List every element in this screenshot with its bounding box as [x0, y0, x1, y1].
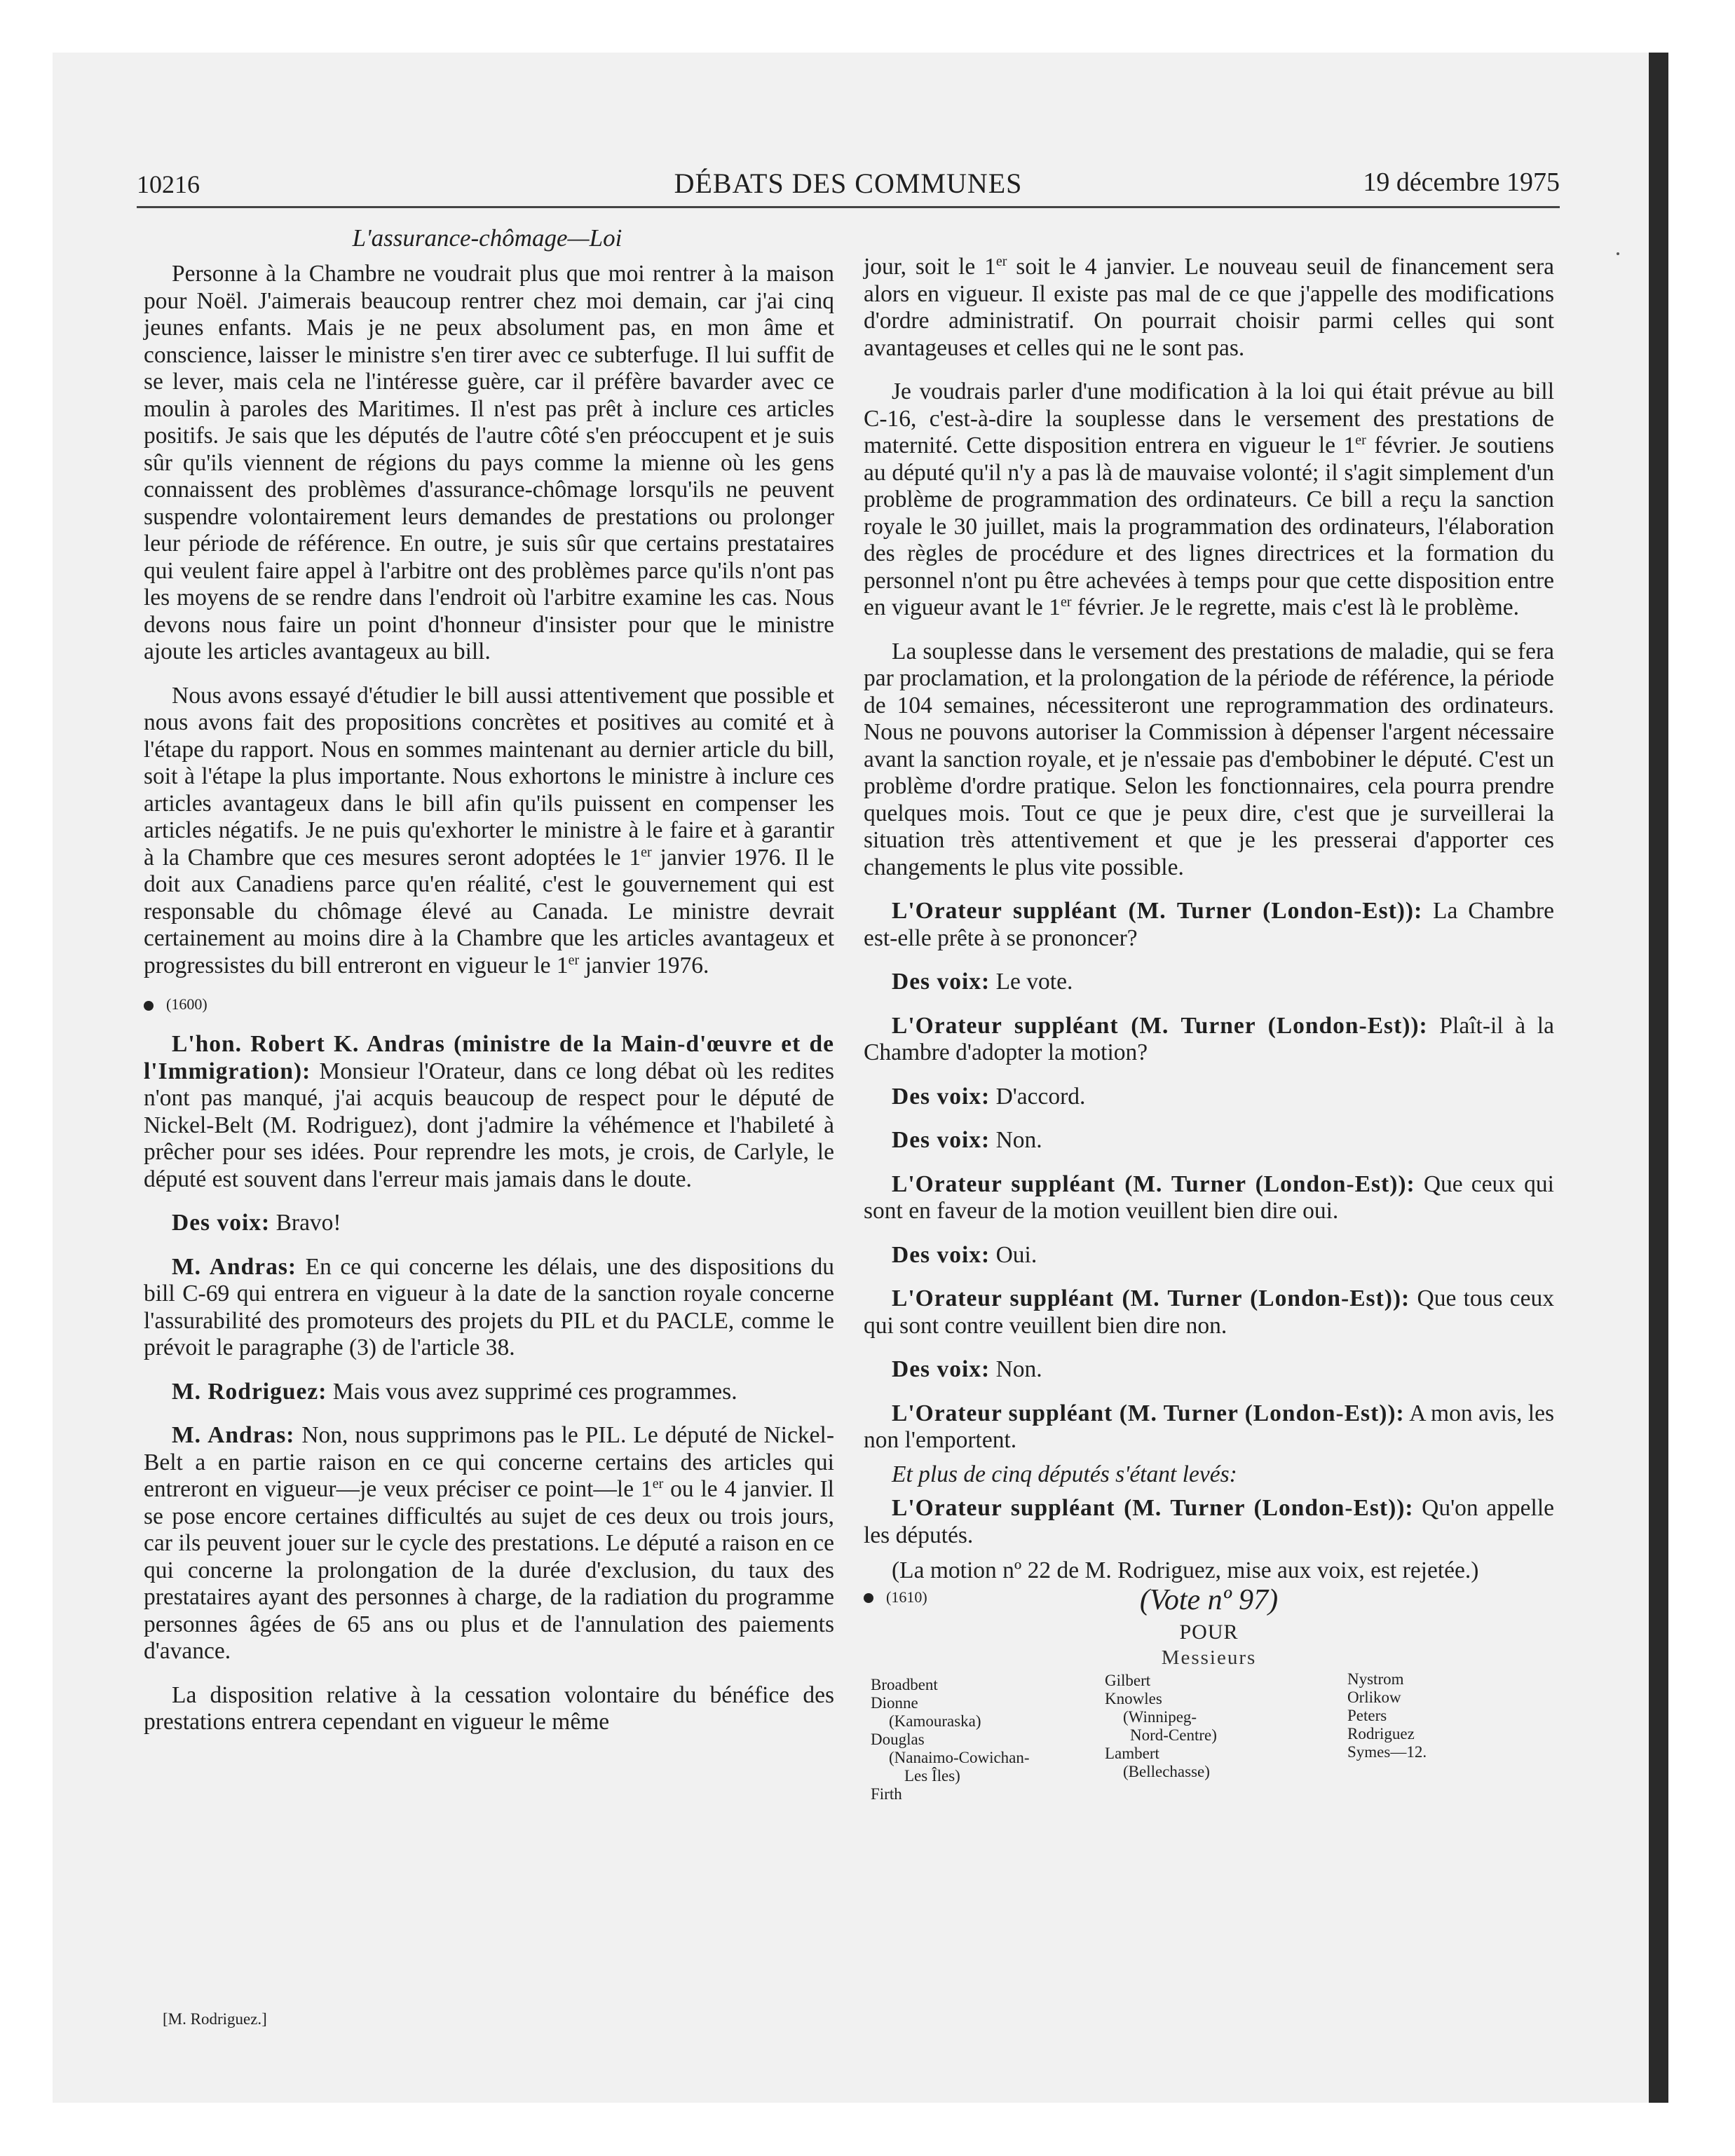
speech: M. Andras: Non, nous supprimons pas le PIL. Le député de Nickel-Belt a en partie raison en ce qui concerne certains des articles qui entreront en vigueur—je veux préciser ce point—le 1er ou le 4 janvier. Il se pose encore certaines difficultés au sujet de ces deux ou trois jours, car ils peuvent jouer sur le cycle des prestations. Le député a raison en ce qui concerne la prolongation de la durée d'exclusion, du taux des prestataires ayant des personnes à charge, de la radiation du programme personnes âgées de 65 ans ou plus et de l'annulation des paiements d'avance. — [144, 1422, 834, 1664]
paragraph: Nous avons essayé d'étudier le bill aussi attentivement que possible et nous avons fait des propositions concrètes et positives au comité et à l'étape du rapport. Nous en sommes maintenant au dernier article du bill, soit à l'étape la plus importante. Nous exhortons le ministre à inclure ces articles avantageux dans le bill afin qu'ils puissent en compenser les articles négatifs. Je ne puis qu'exhorter le ministre à le faire et à garantir à la Chambre que ces mesures seront adoptées le 1er janvier 1976. Il le doit aux Canadiens parce qu'en réalité, c'est le gouvernement qui est responsable du chômage élevé au Canada. Le ministre devrait certainement au moins dire à la Chambre que les articles avantageux et progressistes du bill entreront en vigueur le 1er janvier 1976. — [144, 682, 834, 978]
speech: L'Orateur suppléant (M. Turner (London-Est)): Que tous ceux qui sont contre veuillent bien dire non. — [864, 1285, 1554, 1339]
member-name: Peters — [1347, 1706, 1387, 1724]
speech: L'hon. Robert K. Andras (ministre de la Main-d'œuvre et de l'Immigration): Monsieur l'Orateur, dans ce long débat où les redites n'ont pas manqué, j'ai acquis beaucoup de respect pour le député de Nickel-Belt (M. Rodriguez), dont j'admire la véhémence et l'habileté à prêcher pour ses idées. Pour reprendre les mots, je crois, de Carlyle, le député est souvent dans l'erreur mais jamais dans le doute. — [144, 1031, 834, 1192]
stage-direction: Et plus de cinq députés s'étant levés: — [892, 1461, 1237, 1487]
scan-edge-bar — [1649, 53, 1668, 2103]
speech: L'Orateur suppléant (M. Turner (London-Est)): A mon avis, les non l'emportent. — [864, 1400, 1554, 1453]
time-marker: (1610) — [864, 1589, 1554, 1606]
member-name: Nystrom — [1347, 1670, 1404, 1688]
scan-speck — [1617, 252, 1619, 255]
speech: L'Orateur suppléant (M. Turner (London-Est)): Qu'on appelle les députés. — [864, 1495, 1555, 1548]
speaker-name: L'Orateur suppléant (M. Turner (London-Est)): — [892, 1285, 1410, 1311]
speaker-name: L'Orateur suppléant (M. Turner (London-Est)): — [892, 1171, 1415, 1197]
speech: L'Orateur suppléant (M. Turner (London-Est)): La Chambre est-elle prête à se prononcer? — [864, 898, 1554, 951]
publication-date: 19 décembre 1975 — [1363, 168, 1560, 197]
member-riding: (Nanaimo-Cowichan- — [889, 1748, 1030, 1766]
paragraph: Personne à la Chambre ne voudrait plus que moi rentrer à la maison pour Noël. J'aimerais beaucoup rentrer chez moi demain, car j'ai cinq jeunes enfants. Mais je ne peux absolument pas, en mon âme et conscience, laisser le ministre s'en tirer avec ce subterfuge. Il lui suffit de se lever, mais cela ne l'intéresse guère, car il préfère bavarder avec ce moulin à paroles des Maritimes. Il n'est pas prêt à inclure ces articles positifs. Je sais que les députés de l'autre côté s'en préoccupent et je suis sûr qu'ils viennent de régions du pays comme la mienne où les gens connaissent des problèmes d'assurance-chômage lorsqu'ils ne peuvent suspendre volontairement leurs demandes de prestations ou prolonger leur période de référence. En outre, je suis sûr que certains prestataires qui veulent faire appel à l'arbitre ont des problèmes parce qu'ils n'ont pas les moyens de se rendre dans l'endroit où l'arbitre examine les cas. Nous devons nous faire un point d'honneur d'insister pour que le ministre ajoute les articles avantageux au bill. — [144, 261, 834, 664]
names-column-1 — [871, 1676, 1030, 1803]
member-name: Lambert — [1105, 1744, 1159, 1762]
speech: Des voix: Non. — [892, 1356, 1042, 1382]
page-header — [137, 167, 1560, 208]
paragraph: Je voudrais parler d'une modification à la loi qui était prévue au bill C-16, c'est-à-dire la souplesse dans le versement des prestations de maternité. Cette disposition entrera en vigueur le 1er février. Je soutiens au député qu'il n'y a pas là de mauvaise volonté; il s'agit simplement d'un problème de programmation des ordinateurs. Ce bill a reçu la sanction royale le 30 juillet, mais la programmation des ordinateurs, l'élaboration des règles de procédure et des lignes directrices et la formation du personnel n'ont pu être achevées à temps pour que cette disposition entre en vigueur avant le 1er février. Je le regrette, mais c'est là le problème. — [864, 378, 1554, 620]
motion-result: (La motion nº 22 de M. Rodriguez, mise aux voix, est rejetée.) — [892, 1557, 1479, 1583]
speaker-name: Des voix: — [892, 1127, 991, 1153]
speech: M. Andras: En ce qui concerne les délais, une des dispositions du bill C-69 qui entrera en vigueur à la date de la sanction royale concerne l'assurabilité des promoteurs des projets du PIL et du PACLE, comme le prévoit le paragraphe (3) de l'article 38. — [144, 1253, 834, 1360]
speaker-name: L'Orateur suppléant (M. Turner (London-Est)): — [892, 898, 1423, 924]
publication-title: DÉBATS DES COMMUNES — [674, 168, 1023, 199]
speech: Des voix: Non. — [892, 1127, 1042, 1153]
member-name: Dionne — [871, 1693, 918, 1712]
speaker-name: M. Andras: — [172, 1253, 297, 1280]
paragraph: La disposition relative à la cessation volontaire du bénéfice des prestations entrera cependant en vigueur le même — [144, 1681, 834, 1735]
speaker-name: L'Orateur suppléant (M. Turner (London-Est)): — [892, 1012, 1428, 1039]
speech: Des voix: Bravo! — [172, 1210, 341, 1236]
speaker-name: L'hon. Robert K. Andras (ministre de la Main-d'œuvre et de l'Immigration): — [144, 1031, 834, 1084]
member-name: Symes—12. — [1347, 1742, 1427, 1761]
member-riding: (Winnipeg- — [1123, 1707, 1197, 1726]
bullet-icon — [864, 1593, 873, 1603]
speaker-name: M. Rodriguez: — [172, 1378, 327, 1405]
speech: Des voix: Le vote. — [892, 969, 1073, 995]
member-riding: (Bellechasse) — [1123, 1762, 1210, 1780]
right-column — [864, 254, 1554, 1830]
member-name: Broadbent — [871, 1675, 938, 1693]
vote-title: (Vote nº 97) — [1139, 1583, 1279, 1616]
vote-pour-heading: POUR — [1179, 1620, 1239, 1644]
speaker-name: M. Andras: — [172, 1422, 295, 1448]
vote-messieurs-heading: Messieurs — [1161, 1646, 1257, 1669]
member-name: Knowles — [1105, 1689, 1162, 1707]
section-title: L'assurance-chômage—Loi — [352, 224, 622, 252]
member-riding: Les Îles) — [904, 1766, 960, 1785]
speaker-name: L'Orateur suppléant (M. Turner (London-Est)): — [892, 1495, 1414, 1521]
speech: L'Orateur suppléant (M. Turner (London-Est)): Plaît-il à la Chambre d'adopter la motion? — [864, 1012, 1554, 1065]
speech: Des voix: D'accord. — [892, 1083, 1086, 1110]
left-column — [144, 261, 834, 1753]
speaker-name: Des voix: — [892, 1356, 991, 1382]
time-marker: (1600) — [144, 996, 834, 1013]
speaker-name: Des voix: — [172, 1210, 271, 1236]
member-name: Gilbert — [1105, 1671, 1151, 1689]
speaker-attribution: [M. Rodriguez.] — [163, 2010, 267, 2028]
member-name: Orlikow — [1347, 1688, 1401, 1706]
speech: L'Orateur suppléant (M. Turner (London-Est)): Que ceux qui sont en faveur de la motion veuillent bien dire oui. — [864, 1171, 1554, 1224]
member-name: Douglas — [871, 1730, 925, 1748]
member-riding: (Kamouraska) — [889, 1712, 981, 1730]
member-name: Firth — [871, 1785, 902, 1803]
speech: Des voix: Oui. — [892, 1241, 1037, 1268]
paragraph: La souplesse dans le versement des prestations de maladie, qui se fera par proclamation, et la prolongation de la période de référence, la période de 104 semaines, nécessiteront une reprogrammation des ordinateurs. Nous ne pouvons autoriser la Commission à dépenser l'argent nécessaire avant la sanction royale, et je n'essaie pas d'embobiner le député. C'est un problème d'ordre pratique. Selon les fonctionnaires, cela pourra prendre quelques mois. Tout ce que je peux dire, c'est que je surveillerai la situation très attentivement et que je les presserai d'apporter ces changements le plus vite possible. — [864, 638, 1554, 880]
speaker-name: Des voix: — [892, 969, 991, 995]
page-number: 10216 — [137, 170, 200, 198]
vote-names — [864, 1670, 1554, 1830]
bullet-icon — [144, 1001, 154, 1011]
names-column-3 — [1347, 1670, 1427, 1761]
speaker-name: Des voix: — [892, 1241, 991, 1268]
speaker-name: Des voix: — [892, 1083, 991, 1110]
speech: M. Rodriguez: Mais vous avez supprimé ces programmes. — [172, 1378, 737, 1405]
paragraph: jour, soit le 1er soit le 4 janvier. Le nouveau seuil de financement sera alors en vigueur. Il existe pas mal de ce que j'appelle des modifications d'ordre administratif. On pourrait choisir parmi celles qui sont avantageuses et celles qui ne le sont pas. — [864, 253, 1555, 361]
member-name: Rodriguez — [1347, 1724, 1415, 1742]
member-riding: Nord-Centre) — [1130, 1726, 1217, 1744]
names-column-2 — [1105, 1672, 1217, 1781]
speaker-name: L'Orateur suppléant (M. Turner (London-Est)): — [892, 1400, 1405, 1426]
